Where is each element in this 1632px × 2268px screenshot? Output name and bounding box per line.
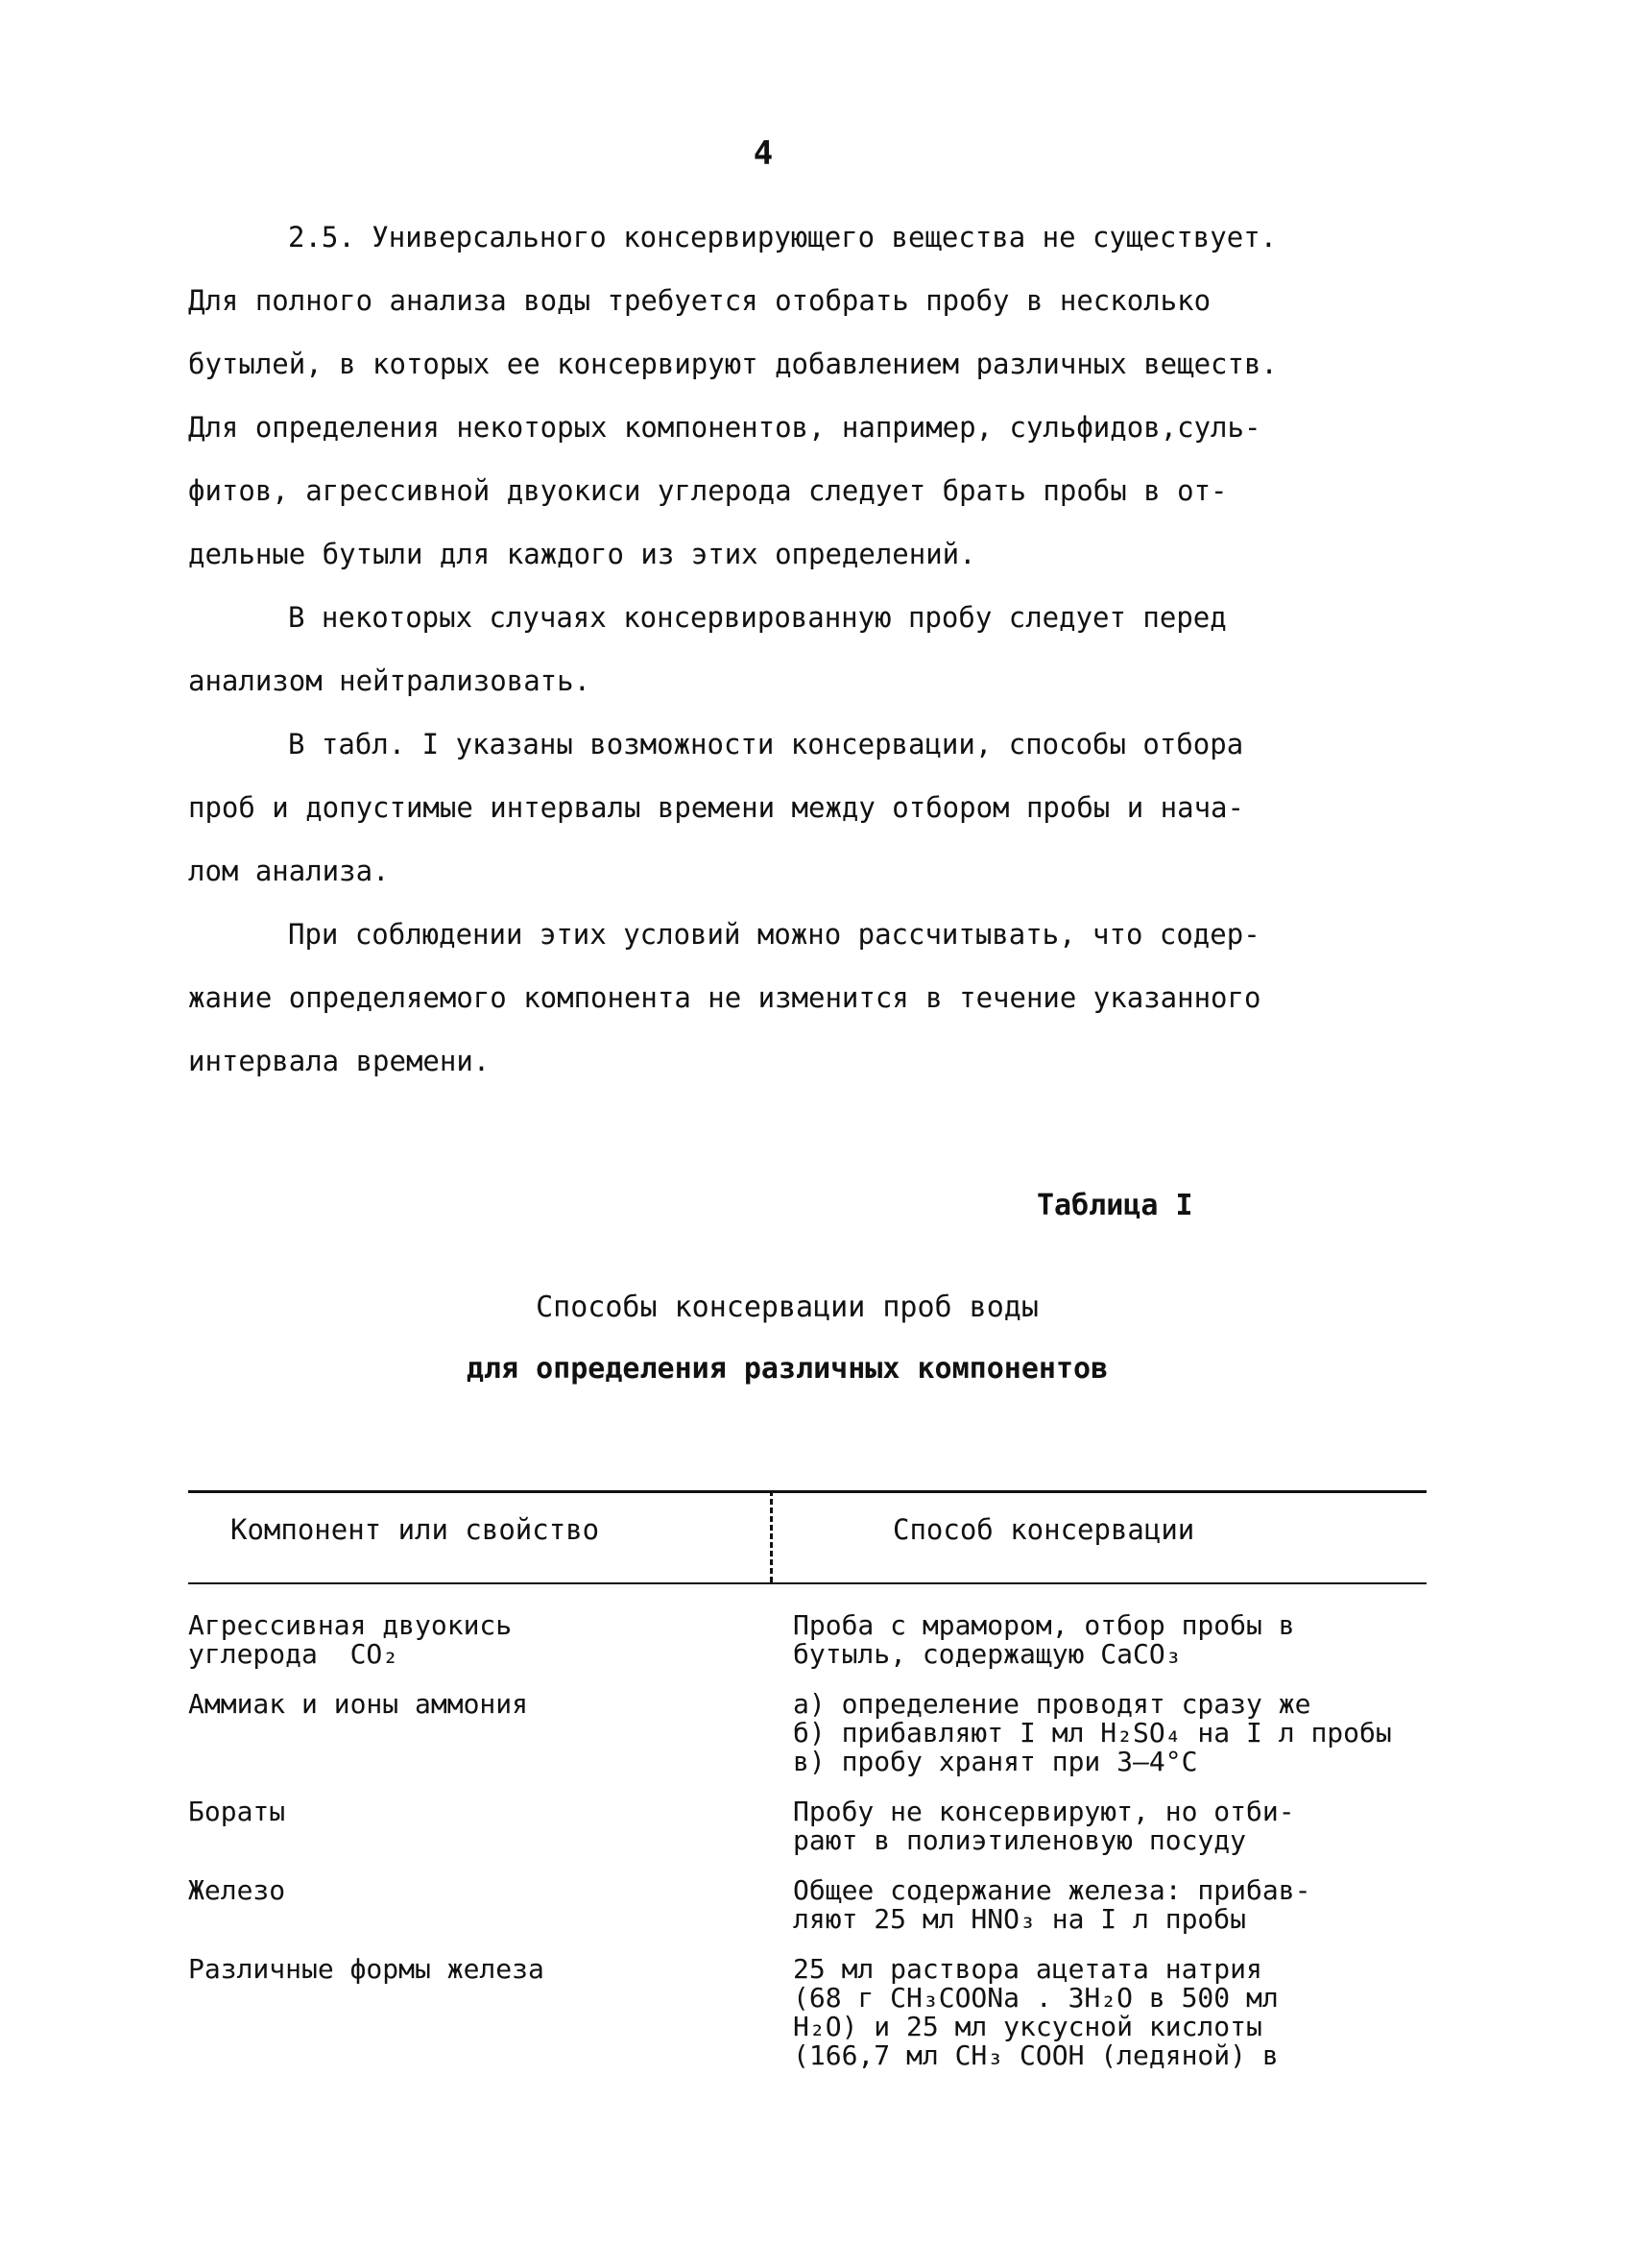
table-row [188,1876,1446,1934]
text-line: дельные бутыли для каждого из этих определений. [188,538,976,570]
cell-line: Различные формы железа [188,1953,544,1985]
table-label: Таблица I [1037,1189,1193,1222]
paragraph [188,586,1475,712]
cell-line: Проба с мрамором, отбор пробы в [793,1609,1295,1641]
table-body [188,1611,1446,2091]
table-title [0,1277,1574,1400]
method-cell [793,1798,1446,1855]
cell-line: H₂O) и 25 мл уксусной кислоты [793,2011,1262,2042]
text-line: В некоторых случаях консервированную пробу следует перед [288,601,1227,634]
text-line: проб и допустимые интервалы времени между отбором пробы и нача- [188,791,1244,824]
cell-line: (68 г CH₃COONa . 3H₂O в 500 мл [793,1982,1279,2014]
cell-line: рают в полиэтиленовую посуду [793,1824,1247,1856]
table-header-rule [188,1582,1427,1584]
cell-line: 25 мл раствора ацетата натрия [793,1953,1262,1985]
header-component: Компонент или свойство [230,1513,600,1546]
cell-line: углерода CO₂ [188,1638,399,1670]
text-line: В табл. I указаны возможности консервации, способы отбора [288,728,1244,760]
cell-line: а) определение проводят сразу же [793,1688,1311,1720]
column-divider [770,1490,773,1582]
text-line: жание определяемого компонента не изменится в течение указанного [188,981,1261,1014]
paragraph [188,712,1475,903]
cell-line: бутыль, содержащую CaCO₃ [793,1638,1182,1670]
cell-line: Общее содержание железа: прибав- [793,1874,1311,1906]
table-title-line: для определения различных компонентов [466,1352,1109,1386]
cell-line: Бораты [188,1796,286,1827]
component-cell [188,1876,793,1934]
text-line: Для определения некоторых компонентов, например, сульфидов,суль- [188,411,1261,444]
cell-line: Пробу не консервируют, но отби- [793,1796,1295,1827]
text-line: лом анализа. [188,855,390,887]
method-cell [793,1611,1446,1669]
text-line: анализом нейтрализовать. [188,664,591,697]
paragraph [188,205,1475,586]
component-cell [188,1798,793,1855]
table-top-rule [188,1490,1427,1493]
table-row [188,1798,1446,1855]
component-cell [188,1955,793,2070]
table-row [188,1690,1446,1776]
table-row [188,1611,1446,1669]
method-cell [793,1876,1446,1934]
cell-line: Агрессивная двуокись [188,1609,513,1641]
component-cell [188,1611,793,1669]
header-method: Способ консервации [893,1513,1195,1546]
text-line: При соблюдении этих условий можно рассчитывать, что содер- [288,918,1260,951]
table-row [188,1955,1446,2070]
method-cell [793,1690,1446,1776]
method-cell [793,1955,1446,2070]
table-title-line: Способы консервации проб воды [536,1291,1039,1324]
body-text [188,205,1475,1093]
cell-line: Аммиак и ионы аммония [188,1688,529,1720]
text-line: Для полного анализа воды требуется отобрать пробу в несколько [188,284,1212,317]
paragraph [188,903,1475,1093]
component-cell [188,1690,793,1776]
cell-line: Железо [188,1874,286,1906]
cell-line: ляют 25 мл HNO₃ на I л пробы [793,1903,1247,1935]
page-number: 4 [753,134,774,173]
text-line: 2.5. Универсального консервирующего вещества не существует. [288,221,1278,253]
cell-line: в) пробу хранят при 3–4°C [793,1746,1198,1777]
cell-line: б) прибавляют I мл H₂SO₄ на I л пробы [793,1717,1392,1749]
cell-line: (166,7 мл CH₃ COOH (ледяной) в [793,2039,1279,2071]
text-line: бутылей, в которых ее консервируют добавлением различных веществ. [188,348,1278,380]
text-line: фитов, агрессивной двуокиси углерода следует брать пробы в от- [188,474,1228,507]
text-line: интервала времени. [188,1045,491,1077]
